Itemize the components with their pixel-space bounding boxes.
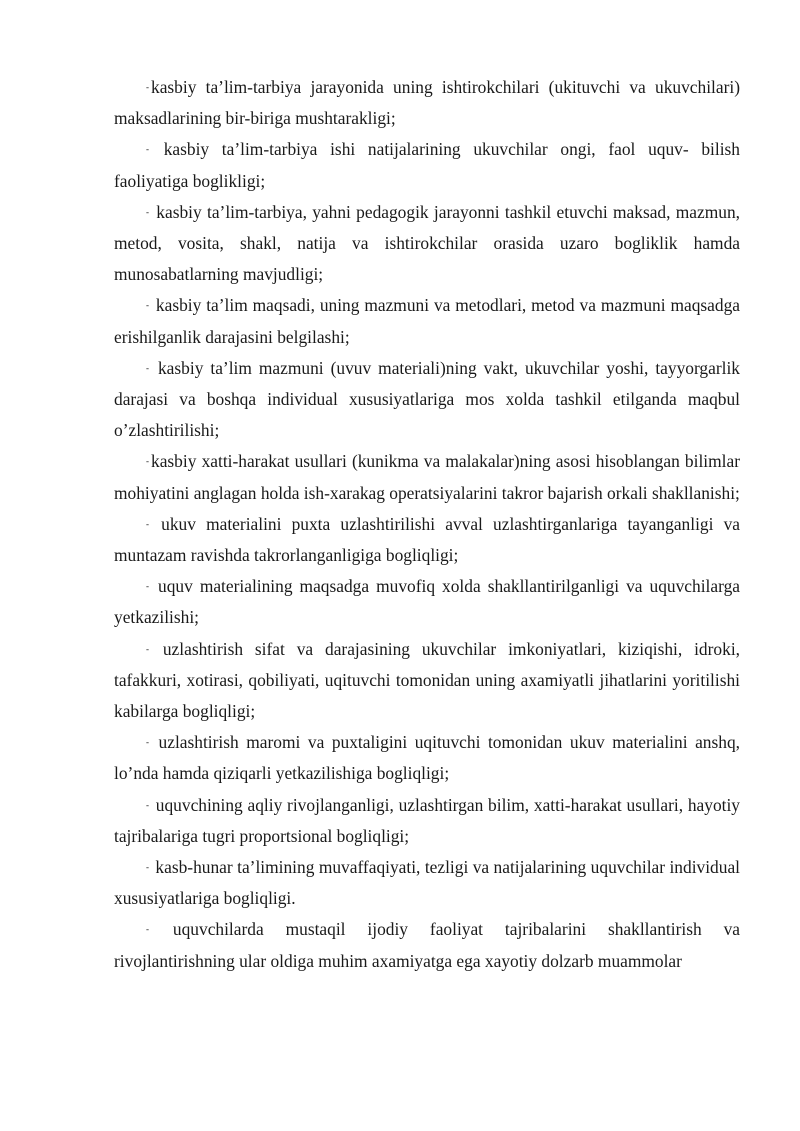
paragraph [114, 197, 740, 291]
paragraph-text: kasb-hunar ta’limining muvaffaqiyati, tezligi va natijalarining uquvchilar individual xususiyatlariga bogliqligi. [114, 857, 740, 909]
bullet-dash: - [146, 862, 149, 873]
paragraph [114, 353, 740, 447]
bullet-dash: - [146, 799, 149, 810]
paragraph [114, 634, 740, 728]
paragraph-text: uquv materialining maqsadga muvofiq xolda shakllantirilganligi va uquvchilarga yetkazilishi; [114, 576, 740, 628]
bullet-dash: - [146, 737, 149, 748]
paragraph [114, 446, 740, 508]
bullet-dash: - [146, 362, 149, 373]
paragraph [114, 914, 740, 976]
paragraph-text: ukuv materialini puxta uzlashtirilishi avval uzlashtirganlariga tayanganligi va muntazam ravishda takrorlanganligiga bogliqligi; [114, 513, 740, 566]
bullet-dash: - [146, 643, 149, 654]
paragraph-text: kasbiy ta’lim mazmuni (uvuv materiali)ning vakt, ukuvchilar yoshi, tayyorgarlik darajasi va boshqa individual xususiyatlariga mos xolda tashkil etilganda maqbul o’zlashtirilishi; [114, 357, 740, 441]
paragraph [114, 290, 740, 352]
paragraph [114, 134, 740, 196]
paragraph-text: uzlashtirish sifat va darajasining ukuvchilar imkoniyatlari, kiziqishi, idroki, tafakkuri, xotirasi, qobiliyati, uqituvchi tomonidan uning axamiyatli jihatlarini yoritilishi kabilarga bogliqligi; [114, 638, 740, 722]
paragraph [114, 727, 740, 789]
bullet-dash: - [146, 924, 149, 935]
bullet-dash: - [146, 456, 149, 467]
paragraph-text: kasbiy xatti-harakat usullari (kunikma va malakalar)ning asosi hisoblangan bilimlar mohiyatini anglagan holda ish-xarakag operatsiyalarini takror bajarish orkali shakllanishi; [114, 451, 740, 503]
document-page [114, 72, 740, 977]
bullet-dash: - [146, 581, 149, 592]
bullet-dash: - [146, 82, 149, 92]
bullet-dash: - [146, 206, 149, 217]
paragraph-text: kasbiy ta’lim-tarbiya ishi natijalarining ukuvchilar ongi, faol uquv- bilish faoliyatiga boglikligi; [114, 139, 740, 191]
paragraph [114, 852, 740, 914]
paragraph-text: kasbiy ta’lim-tarbiya jarayonida uning ishtirokchilari (ukituvchi va ukuvchilari) maksadlarining bir-biriga mushtarakligi; [114, 77, 740, 129]
paragraph-text: uzlashtirish maromi va puxtaligini uqituvchi tomonidan ukuv materialini anshq, lo’nda hamda qiziqarli yetkazilishiga bogliqligi; [114, 732, 740, 784]
paragraph-text: kasbiy ta’lim-tarbiya, yahni pedagogik jarayonni tashkil etuvchi maksad, mazmun, metod, vosita, shakl, natija va ishtirokchilar orasida uzaro bogliklik hamda munosabatlarning mavjudligi; [114, 201, 740, 285]
paragraph-text: kasbiy ta’lim maqsadi, uning mazmuni va metodlari, metod va mazmuni maqsadga erishilganlik darajasini belgilashi; [114, 295, 740, 347]
paragraph [114, 790, 740, 852]
paragraph-text: uquvchining aqliy rivojlanganligi, uzlashtirgan bilim, xatti-harakat usullari, hayotiy tajribalariga tugri proportsional bogliqligi; [114, 794, 740, 846]
paragraph [114, 571, 740, 633]
bullet-dash: - [146, 300, 149, 311]
bullet-dash: - [146, 518, 149, 529]
paragraph [114, 72, 740, 134]
paragraph [114, 509, 740, 571]
paragraph-text: uquvchilarda mustaqil ijodiy faoliyat tajribalarini shakllantirish va rivojlantirishning ular oldiga muhim axamiyatga ega xayotiy dolzarb muammolar [114, 919, 740, 971]
bullet-dash: - [146, 144, 149, 155]
